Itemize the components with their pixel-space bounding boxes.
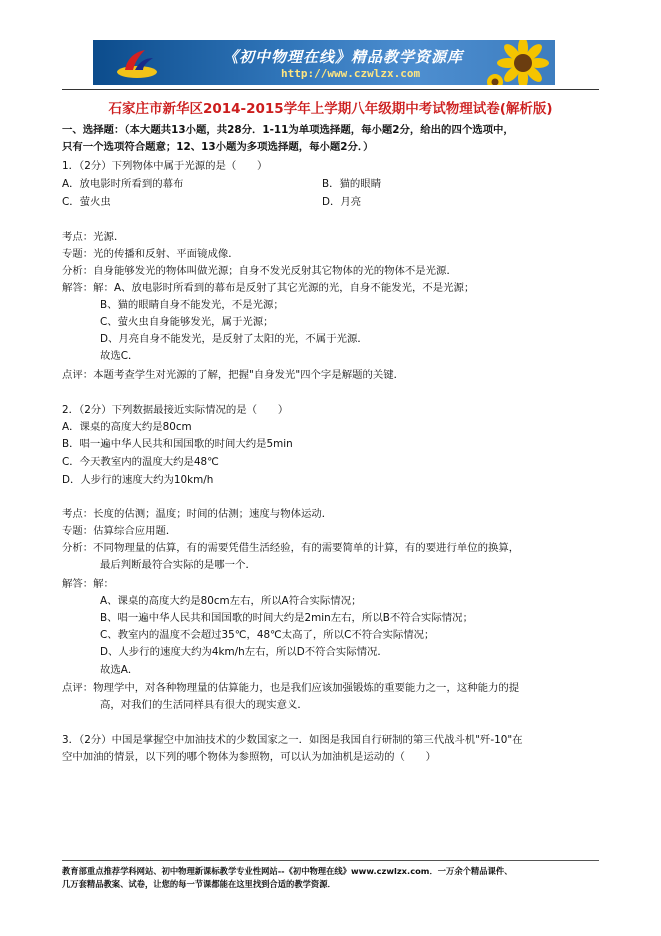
q1-option-d: D．月亮: [322, 196, 362, 208]
site-logo-icon: [115, 46, 159, 80]
q1-jieda-line1: 解答：解：A、放电影时所看到的幕布是反射了其它光源的光，自身不能发光，不是光源；: [62, 282, 475, 294]
q3-stem-line2: 空中加油的情景，以下列的哪个物体为参照物，可以认为加油机是运动的（ ）: [62, 751, 437, 763]
q2-zhuanti: 专题：估算综合应用题．: [62, 525, 177, 537]
q2-jieda-line4: D、人步行的速度大约为4km/h左右，所以D不符合实际情况．: [100, 646, 388, 658]
q2-option-a: A．课桌的高度大约是80cm: [62, 421, 192, 433]
q1-answer: 故选C．: [100, 350, 139, 362]
sunflower-icon: [483, 40, 553, 85]
q1-jieda-line3: C、萤火虫自身能够发光，属于光源；: [100, 316, 274, 328]
document-title: 石家庄市新华区2014-2015学年上学期八年级期中考试物理试卷(解析版): [108, 101, 553, 117]
banner-url: http://www.czwlzx.com: [281, 67, 421, 80]
q1-kaodian: 考点：光源．: [62, 231, 125, 243]
section-heading-line2: 只有一个选项符合题意；12、13小题为多项选择题，每小题2分．）: [62, 141, 374, 153]
q1-option-c: C．萤火虫: [62, 196, 111, 208]
q2-answer: 故选A．: [100, 664, 139, 676]
q2-fenxi-line1: 分析：不同物理量的估算，有的需要凭借生活经验，有的需要简单的计算，有的要进行单位的换算，: [62, 542, 520, 554]
q2-jieda-line2: B、唱一遍中华人民共和国国歌的时间大约是2min左右，所以B不符合实际情况；: [100, 612, 473, 624]
q2-option-c: C．今天教室内的温度大约是48℃: [62, 456, 219, 468]
q1-fenxi: 分析：自身能够发光的物体叫做光源；自身不发光反射其它物体的光的物体不是光源．: [62, 265, 457, 277]
footer-line2: 几万套精品教案、试卷，让您的每一节课都能在这里找到合适的教学资源．: [62, 879, 336, 889]
q2-dianping-line1: 点评：物理学中，对各种物理量的估算能力，也是我们应该加强锻炼的重要能力之一，这种能力的提: [62, 682, 520, 694]
q3-stem-line1: 3．（2分）中国是掌握空中加油技术的少数国家之一．如图是我国自行研制的第三代战斗机"歼-10"在: [62, 734, 523, 746]
q1-option-a: A．放电影时所看到的幕布: [62, 178, 184, 190]
q2-jieda-label: 解答：解：: [62, 578, 114, 590]
header-banner: [93, 40, 555, 85]
q2-option-d: D．人步行的速度大约为10km/h: [62, 474, 214, 486]
q1-dianping: 点评：本题考查学生对光源的了解，把握"自身发光"四个字是解题的关键．: [62, 369, 405, 381]
q1-stem: 1．（2分）下列物体中属于光源的是（ ）: [62, 160, 268, 172]
q1-option-b: B．猫的眼睛: [322, 178, 382, 190]
q2-kaodian: 考点：长度的估测；温度；时间的估测；速度与物体运动．: [62, 508, 333, 520]
header-rule: [62, 89, 599, 90]
q2-jieda-line3: C、教室内的温度不会超过35℃，48℃太高了，所以C不符合实际情况；: [100, 629, 435, 641]
q2-jieda-line1: A、课桌的高度大约是80cm左右，所以A符合实际情况；: [100, 595, 362, 607]
q1-jieda-line2: B、猫的眼睛自身不能发光，不是光源；: [100, 299, 284, 311]
section-heading-line1: 一、选择题：（本大题共13小题，共28分．1-11为单项选择题，每小题2分，给出的四个选项中，: [62, 124, 514, 136]
q2-stem: 2．（2分）下列数据最接近实际情况的是（ ）: [62, 404, 289, 416]
footer-line1: 教育部重点推荐学科网站、初中物理新课标教学专业性网站--《初中物理在线》www.czwlzx.com．一万余个精品课件、: [62, 866, 513, 876]
q2-dianping-line2: 高，对我们的生活同样具有很大的现实意义．: [100, 699, 308, 711]
q2-option-b: B．唱一遍中华人民共和国国歌的时间大约是5min: [62, 438, 293, 450]
footer-rule: [62, 860, 599, 861]
banner-title: 《初中物理在线》精品教学资源库: [223, 48, 464, 66]
q1-jieda-line4: D、月亮自身不能发光，是反射了太阳的光，不属于光源．: [100, 333, 368, 345]
q2-fenxi-line2: 最后判断最符合实际的是哪一个．: [100, 559, 256, 571]
q1-zhuanti: 专题：光的传播和反射、平面镜成像．: [62, 248, 239, 260]
